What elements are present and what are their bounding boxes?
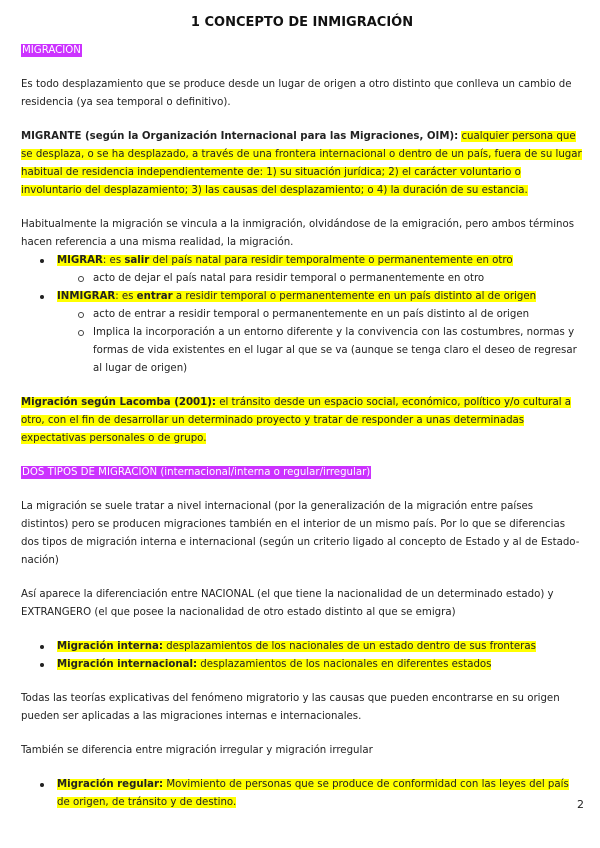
habitual-paragraph: Habitualmente la migración se vincula a la inmigración, olvidándose de la emigración, pero ambos términos hacen referencia a una misma realidad, la migración. — [21, 219, 575, 248]
migrante-definition: MIGRANTE (según la Organización Internacional para las Migraciones, OIM): cualquier persona que se desplaza, o se ha desplazado, a través de una frontera internacional o dentro de un país, fuera de su lugar habitual de residencia independientemente de: 1) su situación jurídica; 2) el carácter voluntario o involuntario del desplazamiento; 3) las causas del desplazamiento; o 4) la duración de su estancia. — [21, 131, 582, 196]
tipos-list — [21, 638, 583, 674]
list-item-regular: Migración regular: Movimiento de personas que se produce de conformidad con las leyes del país de origen, de tránsito y de destino. — [21, 776, 583, 812]
lacomba-definition: Migración según Lacomba (2001): el tránsito desde un espacio social, económico, político y/o cultural a otro, con el fin de desarrollar un determinado proyecto y tratar de responder a unas determinadas expectativas personales o de grupo. — [21, 397, 572, 444]
regular-list — [21, 776, 583, 812]
list-item-inmigrar: INMIGRAR: es entrar a residir temporal o permanentemente en un país distinto al de origen — [21, 288, 583, 306]
list-item-interna: Migración interna: desplazamientos de los nacionales de un estado dentro de sus fronteras — [21, 638, 583, 656]
paragraph-4: También se diferencia entre migración irregular y migración irregular — [21, 745, 373, 756]
document-page — [21, 14, 583, 812]
paragraph-3: Todas las teorías explicativas del fenómeno migratorio y las causas que pueden encontrarse en su origen pueden ser aplicadas a las migraciones internas e internacionales. — [21, 693, 560, 722]
list-item-internacional: Migración internacional: desplazamientos de los nacionales en diferentes estados — [21, 656, 583, 674]
paragraph-2: Así aparece la diferenciación entre NACIONAL (el que tiene la nacionalidad de un determinado estado) y EXTRANGERO (el que posee la nacionalidad de otro estado distinto al que se emigra) — [21, 589, 554, 618]
list-subitem: Implica la incorporación a un entorno diferente y la convivencia con las costumbres, normas y formas de vida existentes en el lugar al que se va (aunque se tenga claro el deseo de regresar al lugar de origen) — [21, 324, 583, 378]
page-title: 1 CONCEPTO DE INMIGRACIÓN — [190, 15, 414, 30]
list-item-migrar: MIGRAR: es salir del país natal para residir temporalmente o permanentemente en otro — [21, 252, 583, 270]
paragraph-1: La migración se suele tratar a nivel internacional (por la generalización de la migración entre países distintos) pero se producen migraciones también en el interior de un mismo país. Por lo que se diferencias dos tipos de migración interna e internacional (según un criterio ligado al concepto de Estado y al de Estado-nación) — [21, 501, 580, 566]
migrar-inmigrar-list — [21, 252, 583, 378]
page-number: 2 — [577, 798, 584, 811]
migracion-definition: Es todo desplazamiento que se produce desde un lugar de origen a otro distinto que conlleva un cambio de residencia (ya sea temporal o definitivo). — [21, 79, 572, 108]
list-subitem: acto de dejar el país natal para residir temporal o permanentemente en otro — [21, 270, 583, 288]
section-heading-tipos: DOS TIPOS DE MIGRACIÓN (internacional/interna o regular/irregular) — [22, 467, 371, 478]
section-heading-migracion: MIGRACIÓN — [22, 45, 81, 56]
list-subitem: acto de entrar a residir temporal o permanentemente en un país distinto al de origen — [21, 306, 583, 324]
